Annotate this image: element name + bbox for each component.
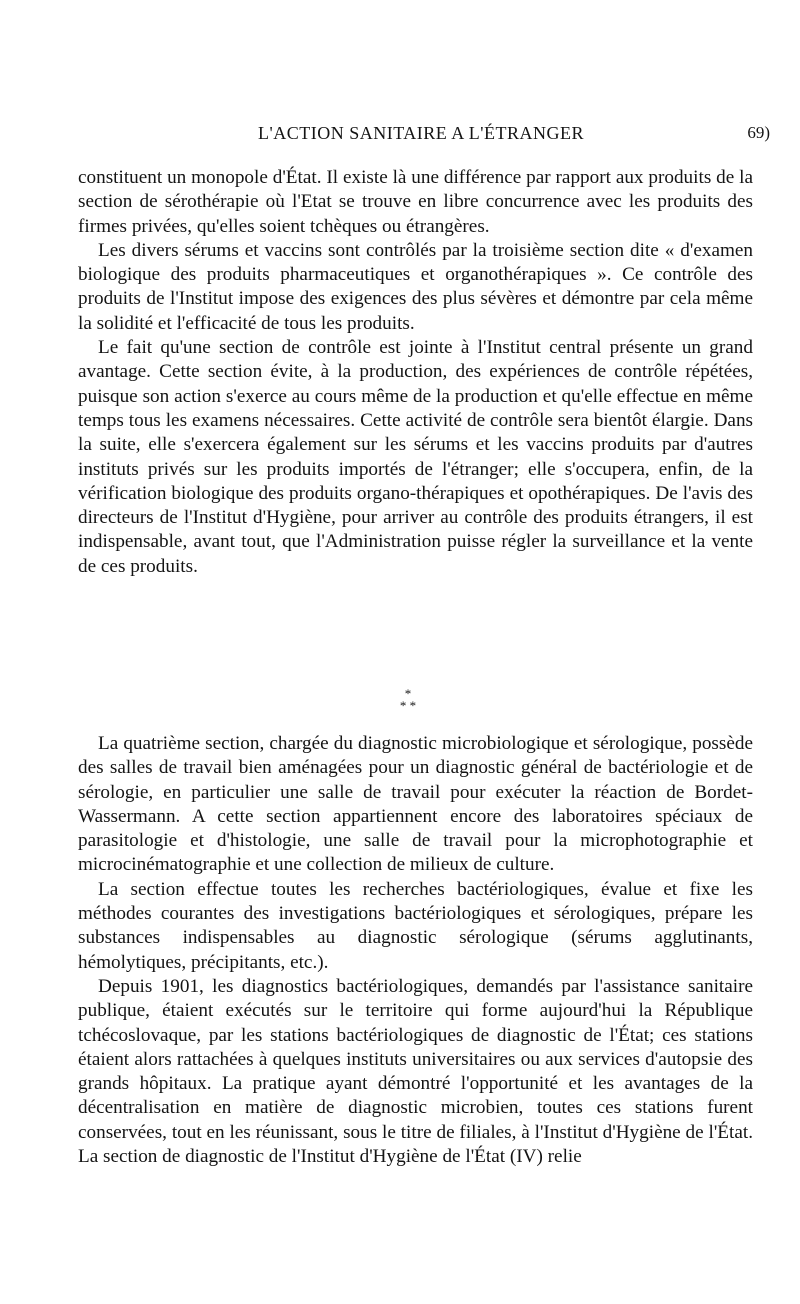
text-block-upper [78,166,753,579]
page-number: 69) [747,123,770,142]
paragraph: Le fait qu'une section de contrôle est jointe à l'Institut central présente un grand avantage. Cette section évite, à la production, des expériences de contrôle répétées, puisque son action s'exerce au cours même de la production et qu'elle effectue en même temps tous les examens nécessaires. Cette activité de contrôle sera bientôt élargie. Dans la suite, elle s'exercera également sur les sérums et les vaccins produits par d'autres instituts privés sur les produits importés de l'étranger; elle s'occupera, enfin, de la vérification biologique des produits organo-thérapiques et opothérapiques. De l'avis des directeurs de l'Institut d'Hygiène, pour arriver au contrôle des produits étrangers, il est indispensable, avant tout, que l'Administration puisse régler la surveillance et la vente de ces produits. [78,337,753,577]
asterism-top-star: * [404,686,412,701]
paragraph: La quatrième section, chargée du diagnostic microbiologique et sérologique, possède des salles de travail bien aménagées pour un diagnostic général de bactériologie et de sérologie, en particulier une salle de travail pour exécuter la réaction de Bordet-Wassermann. A cette section appartiennent encore des laboratoires spéciaux de parasitologie et d'histologie, une salle de travail pour la microphotographie et microcinématographie et une collection de milieux de culture. [78,733,753,876]
asterism-bottom-stars: * * [399,698,417,713]
running-title: L'ACTION SANITAIRE A L'ÉTRANGER [257,123,585,143]
text-block-lower [78,732,753,1169]
running-head [78,118,770,148]
section-divider-asterism [388,688,428,716]
paragraph: Les divers sérums et vaccins sont contrôlés par la troisième section dite « d'examen biologique des produits pharmaceutiques et organothérapiques ». Ce contrôle des produits de l'Institut impose des exigences des plus sévères et démontre par cela même la solidité et l'efficacité de tous les produits. [78,239,753,334]
paragraph: constituent un monopole d'État. Il existe là une différence par rapport aux produits de la section de sérothérapie où l'Etat se trouve en libre concurrence avec les produits des firmes privées, qu'elles soient tchèques ou étrangères. [78,167,753,237]
paragraph: Depuis 1901, les diagnostics bactériologiques, demandés par l'assistance sanitaire publique, étaient exécutés sur le territoire qui forme aujourd'hui la République tchécoslovaque, par les stations bactériologiques de diagnostic de l'État; ces stations étaient alors rattachées à quelques instituts universitaires ou aux services d'autopsie des grands hôpitaux. La pratique ayant démontré l'opportunité et les avantages de la décentralisation en matière de diagnostic microbien, toutes ces stations furent conservées, tout en les réunissant, sous le titre de filiales, à l'Institut d'Hygiène de l'État. La section de diagnostic de l'Institut d'Hygiène de l'État (IV) relie [78,975,753,1168]
paragraph: La section effectue toutes les recherches bactériologiques, évalue et fixe les méthodes courantes des investigations bactériologiques et sérologiques, prépare les substances indispensables au diagnostic sérologique (sérums agglutinants, hémolytiques, précipitants, etc.). [78,878,753,973]
